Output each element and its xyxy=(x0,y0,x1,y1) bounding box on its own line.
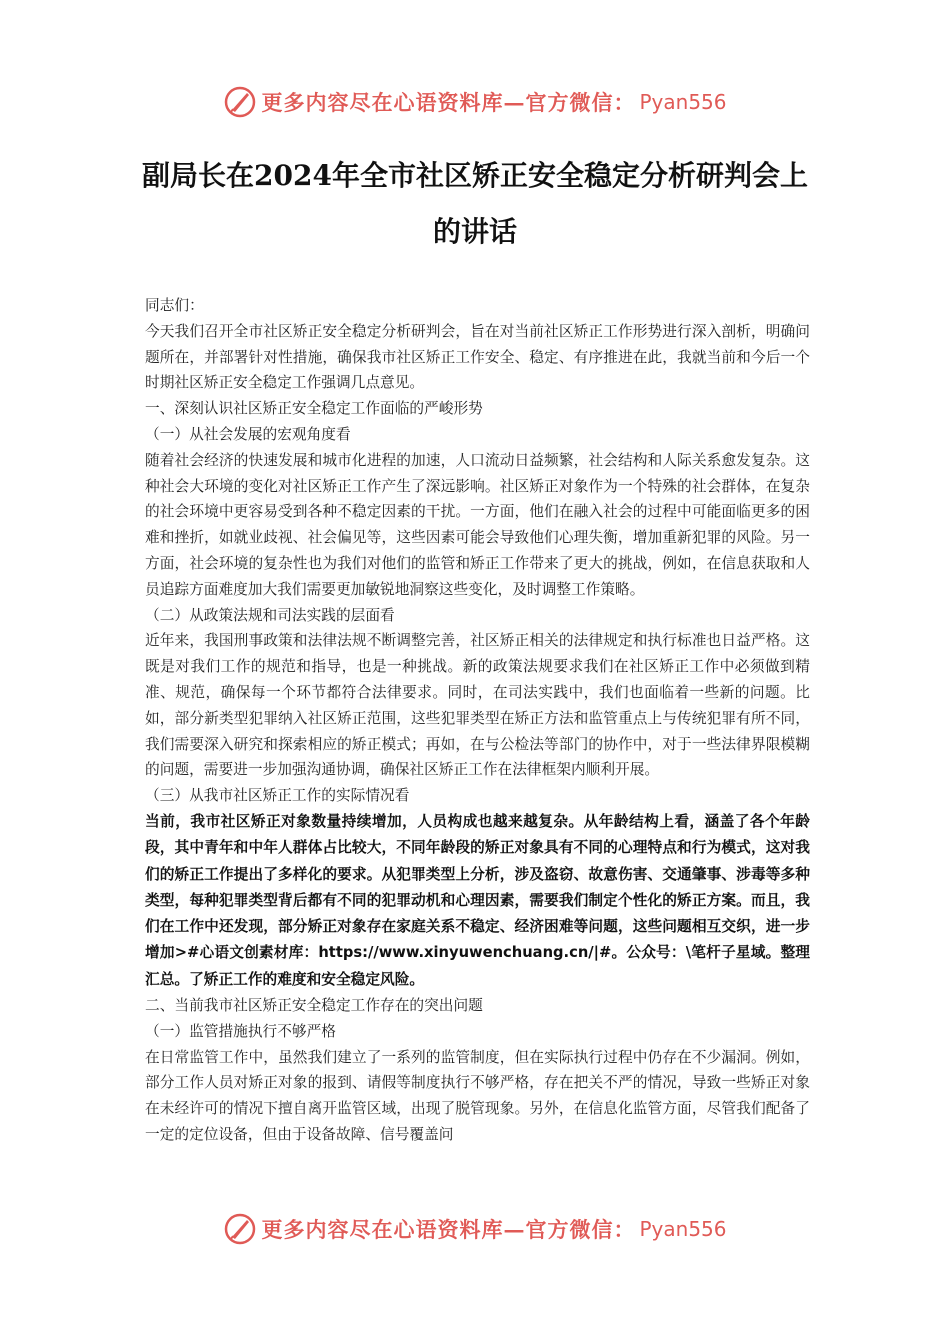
subsection-heading: （三）从我市社区矫正工作的实际情况看 xyxy=(145,787,410,805)
body-paragraph: 在日常监管工作中，虽然我们建立了一系列的监管制度，但在实际执行过程中仍存在不少漏洞。例如，部分工作人员对矫正对象的报到、请假等制度执行不够严格，存在把关不严的情况，导致一些矫正对象在未经许可的情况下擅自离开监管区域，出现了脱管现象。另外，在信息化监管方面，尽管我们配备了一定的定位设备，但由于设备故障、信号覆盖问 xyxy=(145,1048,810,1143)
body-paragraph: 随着社会经济的快速发展和城市化进程的加速，人口流动日益频繁，社会结构和人际关系愈发复杂。这种社会大环境的变化对社区矫正工作产生了深远影响。社区矫正对象作为一个特殊的社会群体，在复杂的社会环境中更容易受到各种不稳定因素的干扰。一方面，他们在融入社会的过程中可能面临更多的困难和挫折，如就业歧视、社会偏见等，这些因素可能会导致他们心理失衡，增加重新犯罪的风险。另一方面，社会环境的复杂性也为我们对他们的监管和矫正工作带来了更大的挑战，例如，在信息获取和人员追踪方面难度加大我们需要更加敏锐地洞察这些变化，及时调整工作策略。 xyxy=(145,451,810,598)
watermark-text: 更多内容尽在心语资料库—官方微信： xyxy=(261,90,636,115)
watermark-handle: Pyan556 xyxy=(639,1217,727,1241)
body-paragraph: 近年来，我国刑事政策和法律法规不断调整完善，社区矫正相关的法律规定和执行标准也日益严格。这既是对我们工作的规范和指导，也是一种挑战。新的政策法规要求我们在社区矫正工作中必须做到精准、规范，确保每一个环节都符合法律要求。同时，在司法实践中，我们也面临着一些新的问题。比如，部分新类型犯罪纳入社区矫正范围，这些犯罪类型在矫正方法和监管重点上与传统犯罪有所不同，我们需要深入研究和探索相应的矫正模式；再如，在与公检法等部门的协作中，对于一些法律界限模糊的问题，需要进一步加强沟通协调，确保社区矫正工作在法律框架内顺利开展。 xyxy=(145,632,810,779)
section-heading: 一、深刻认识社区矫正安全稳定工作面临的严峻形势 xyxy=(145,400,483,418)
watermark-handle: Pyan556 xyxy=(639,90,727,114)
document-body xyxy=(145,293,810,1148)
subsection-heading: （一）从社会发展的宏观角度看 xyxy=(145,425,351,443)
watermark-footer xyxy=(0,1209,950,1249)
watermark-text: 更多内容尽在心语资料库—官方微信： xyxy=(261,1217,636,1242)
section-heading: 二、当前我市社区矫正安全稳定工作存在的突出问题 xyxy=(145,997,483,1015)
watermark-header xyxy=(0,82,950,122)
salutation: 同志们： xyxy=(145,297,204,314)
page-title: 副局长在2024年全市社区矫正安全稳定分析研判会上的讲话 xyxy=(142,159,808,248)
subsection-heading: （二）从政策法规和司法实践的层面看 xyxy=(145,606,395,624)
body-paragraph-bold: 当前，我市社区矫正对象数量持续增加，人员构成也越来越复杂。从年龄结构上看，涵盖了各个年龄段，其中青年和中年人群体占比较大，不同年龄段的矫正对象具有不同的心理特点和行为模式，这对我们的矫正工作提出了多样化的要求。从犯罪类型上分析，涉及盗窃、故意伤害、交通肇事、涉毒等多种类型，每种犯罪类型背后都有不同的犯罪动机和心理因素，需要我们制定个性化的矫正方案。而且，我们在工作中还发现，部分矫正对象存在家庭关系不稳定、经济困难等问题，这些问题相互交织，进一步增加>#心语文创素材库：https://www.xinyuwenchuang.cn/|#。公众号：\笔杆子星域。整理汇总。了矫正工作的难度和安全稳定风险。 xyxy=(145,812,810,988)
subsection-heading: （一）监管措施执行不够严格 xyxy=(145,1022,336,1040)
quill-logo-icon xyxy=(223,1212,257,1246)
intro-paragraph: 今天我们召开全市社区矫正安全稳定分析研判会，旨在对当前社区矫正工作形势进行深入剖析，明确问题所在，并部署针对性措施，确保我市社区矫正工作安全、稳定、有序推进在此，我就当前和今后一个时期社区矫正安全稳定工作强调几点意见。 xyxy=(145,322,810,392)
quill-logo-icon xyxy=(223,85,257,119)
